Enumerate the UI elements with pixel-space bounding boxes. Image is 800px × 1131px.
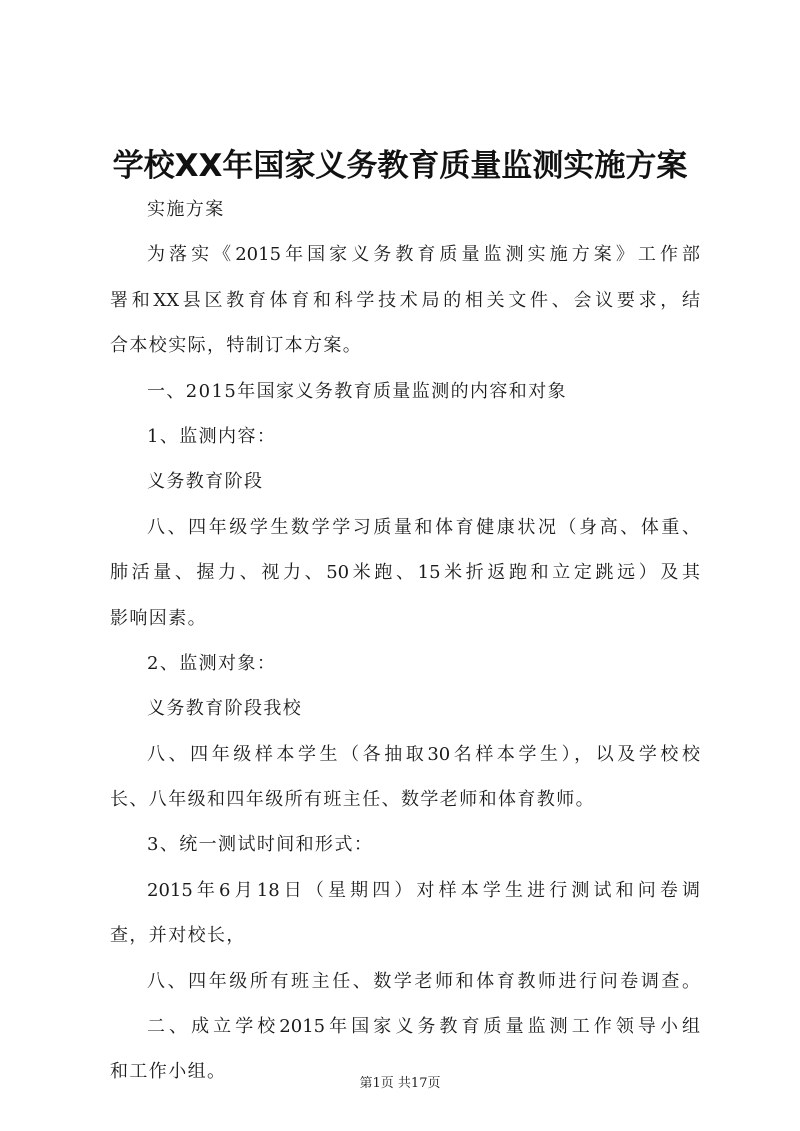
- document-title: 学校XX年国家义务教育质量监测实施方案: [112, 148, 688, 184]
- paragraph-line: 和工作小组。: [110, 1061, 227, 1083]
- section-heading: 一、2015年国家义务教育质量监测的内容和对象: [147, 380, 568, 402]
- subsection-heading: 2、监测对象：: [147, 652, 277, 674]
- subsection-heading: 3、统一测试时间和形式：: [147, 834, 374, 856]
- paragraph-line: 义务教育阶段: [147, 471, 264, 493]
- page-number-footer: 第1页 共17页: [359, 1076, 441, 1091]
- paragraph-line: 实施方案: [147, 199, 225, 220]
- paragraph-line: 肺活量、握力、视力、50米跑、15米折返跑和立定跳远）及其: [110, 562, 700, 584]
- paragraph-line: 查，并对校长，: [110, 925, 246, 947]
- paragraph-line: 义务教育阶段我校: [147, 698, 303, 720]
- paragraph-line: 长、八年级和四年级所有班主任、数学老师和体育教师。: [110, 789, 595, 811]
- paragraph-line: 八、四年级学生数学学习质量和体育健康状况（身高、体重、: [147, 516, 700, 538]
- section-heading: 二、成立学校2015年国家义务教育质量监测工作领导小组: [147, 1016, 700, 1038]
- document-body: [110, 194, 700, 1102]
- paragraph-line: 2015年6月18日（星期四）对样本学生进行测试和问卷调: [147, 879, 700, 901]
- paragraph-line: 合本校实际，特制订本方案。: [110, 335, 363, 357]
- paragraph-line: 八、四年级所有班主任、数学老师和体育教师进行问卷调查。: [147, 970, 700, 992]
- paragraph-line: 为落实《2015年国家义务教育质量监测实施方案》工作部: [147, 244, 700, 266]
- paragraph-line: 影响因素。: [110, 607, 207, 629]
- paragraph-line: 署和XX县区教育体育和科学技术局的相关文件、会议要求，结: [110, 289, 700, 311]
- paragraph-line: 八、四年级样本学生（各抽取30名样本学生），以及学校校: [147, 743, 700, 765]
- subsection-heading: 1、监测内容：: [147, 425, 277, 447]
